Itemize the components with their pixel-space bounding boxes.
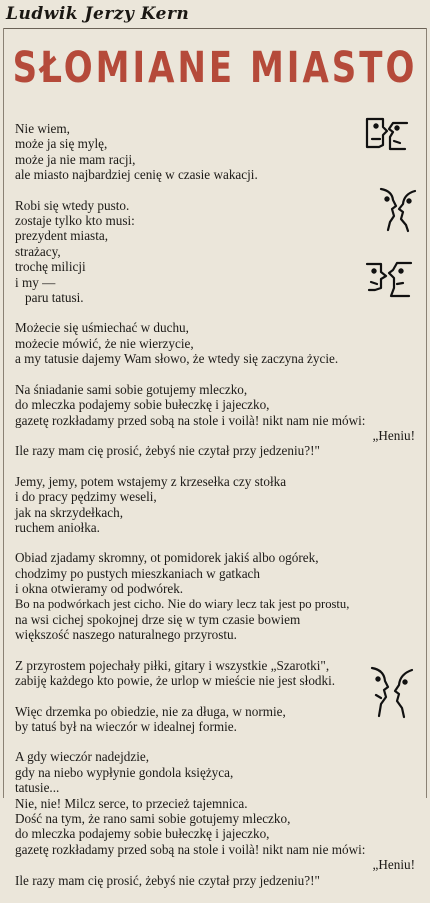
- stanza: [15, 198, 415, 306]
- poem-line: Więc drzemka po obiedzie, nie za długa, w normie,: [15, 703, 286, 719]
- frame-left-rule: [3, 28, 4, 798]
- poem-line: paru tatusi.: [25, 290, 84, 306]
- faces-icon: [368, 664, 416, 720]
- poem-line: gdy na niebo wypłynie gondola księżyca,: [15, 764, 234, 780]
- poem-line: gazetę rozkładamy przed sobą na stole i voilà! nikt nam nie mówi:: [15, 841, 366, 857]
- poem-line: chodzimy po pustych mieszkaniach w gatkach: [15, 565, 260, 581]
- poem-line: ale miasto najbardziej cenię w czasie wakacji.: [15, 167, 258, 183]
- poem-line: Jemy, jemy, potem wstajemy z krzesełka czy stołka: [15, 473, 287, 489]
- poem-line: prezydent miasta,: [15, 228, 109, 244]
- poem-line: „Heniu!: [372, 857, 415, 873]
- stanza: [15, 749, 415, 888]
- poem-line: Obiad zjadamy skromny, ot pomidorek jakiś albo ogórek,: [15, 550, 319, 566]
- poem-line: Ile razy mam cię prosić, żebyś nie czytał przy jedzeniu?!": [15, 872, 320, 888]
- poem-line: Nie, nie! Milcz serce, to przecież tajemnica.: [15, 795, 248, 811]
- poem-line: możecie mówić, że nie wierzycie,: [15, 335, 194, 351]
- poem-line: Dość na tym, że rano sami sobie gotujemy mleczko,: [15, 811, 291, 827]
- poem-line: „Heniu!: [372, 427, 415, 443]
- poem-line: większość naszego naturalnego przyrostu.: [15, 627, 237, 643]
- poem-line: Na śniadanie sami sobie gotujemy mleczko,: [15, 381, 248, 397]
- frame-right-rule: [426, 28, 427, 798]
- poem-line: A gdy wieczór nadejdzie,: [15, 749, 150, 765]
- poem-line: do mleczka podajemy sobie bułeczkę i jajeczko,: [15, 397, 270, 413]
- poem-line: może ja się mylę,: [15, 136, 108, 152]
- stanza: [15, 704, 415, 735]
- poem-line: zabiję każdego kto powie, że urlop w mieście nie jest słodki.: [15, 673, 336, 689]
- stanza: [15, 382, 415, 459]
- stanza: [15, 121, 415, 183]
- poem-line: i do pracy pędzimy weseli,: [15, 489, 157, 505]
- poem-line: Możecie się uśmiechać w duchu,: [15, 320, 189, 336]
- poem-line: Nie wiem,: [15, 121, 70, 136]
- poem-line: by tatuś był na wieczór w idealnej formie.: [15, 719, 237, 734]
- poem-line: na wsi cichej spokojnej drze się w tym czasie bowiem: [15, 611, 301, 627]
- faces-icon: [363, 258, 415, 302]
- poem-line: i my —: [15, 274, 56, 290]
- faces-icon: [378, 186, 418, 234]
- author-name: Ludwik Jerzy Kern: [6, 4, 190, 24]
- stanza: [15, 550, 415, 642]
- poem-line: tatusie...: [15, 780, 60, 796]
- poem-line: trochę milicji: [15, 259, 86, 275]
- poem-line: ruchem aniołka.: [15, 519, 100, 535]
- poem-line: zostaje tylko kto musi:: [15, 213, 135, 229]
- poem-line: do mleczka podajemy sobie bułeczkę i jajeczko,: [15, 826, 270, 842]
- poem-line: a my tatusie dajemy Wam słowo, że wtedy się zaczyna życie.: [15, 351, 339, 367]
- poem-body: [15, 121, 415, 903]
- stanza: [15, 474, 415, 536]
- poem-line: Robi się wtedy pusto.: [15, 197, 130, 213]
- poem-line: gazetę rozkładamy przed sobą na stole i voilà! nikt nam nie mówi:: [15, 412, 366, 428]
- poem-line: strażacy,: [15, 243, 61, 259]
- article-title: SŁOMIANE MIASTO: [12, 43, 418, 93]
- poem-line: Bo na podwórkach jest cicho. Nie do wiary lecz tak jest po prostu,: [15, 596, 350, 611]
- poem-line: i okna otwieramy od podwórek.: [15, 581, 184, 597]
- stanza: [15, 320, 415, 366]
- poem-line: Ile razy mam cię prosić, żebyś nie czytał przy jedzeniu?!": [15, 443, 320, 459]
- poem-line: Z przyrostem pojechały piłki, gitary i wszystkie „Szarotki",: [15, 657, 330, 673]
- poem-line: może ja nie mam racji,: [15, 151, 136, 167]
- poem-line: jak na skrzydełkach,: [15, 504, 124, 520]
- stanza: [15, 658, 415, 689]
- faces-icon: [363, 115, 411, 159]
- header-rule: [3, 28, 427, 29]
